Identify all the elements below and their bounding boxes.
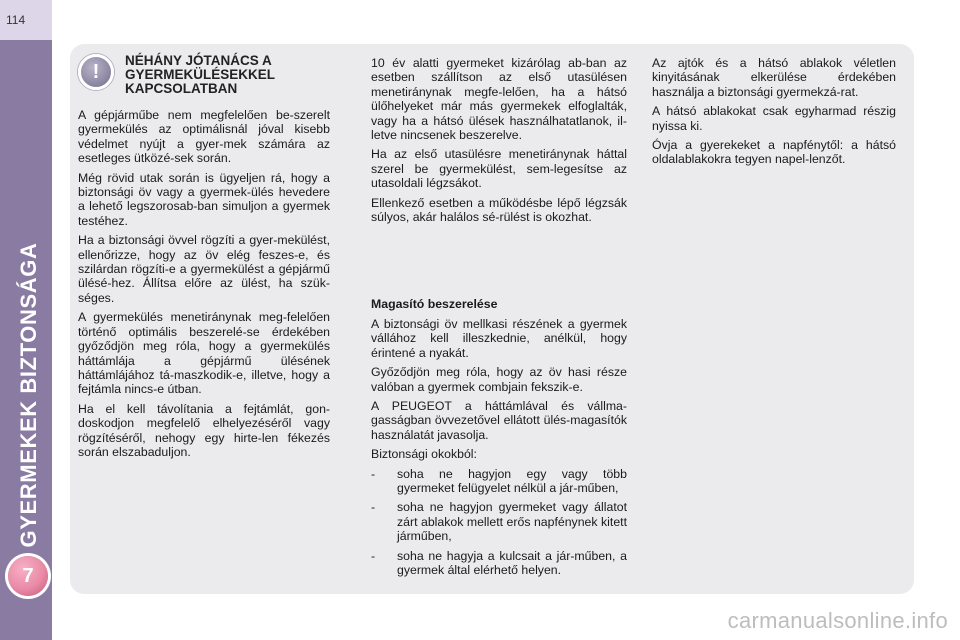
paragraph: Ellenkező esetben a működésbe lépő légzsák súlyos, akár halálos sé-rülést is okozhat. xyxy=(371,195,627,225)
list-item xyxy=(371,467,627,496)
paragraph: A gyermekülés menetiránynak meg-felelően történő optimális beszerelé-se érdekében győződjön meg róla, hogy a gyermekülés háttámlája a gépjármű ülésének háttámlájához tá-maszkodik-e, illetve, hogy a fejtámla nincs-e útban. xyxy=(78,310,330,397)
bullet-marker: - xyxy=(371,466,376,481)
spacer xyxy=(371,229,627,297)
paragraph: Ha a biztonsági övvel rögzíti a gyer-mekülést, ellenőrizze, hogy az öv elég feszes-e, és szilárdan rögzíti-e a gyermekülést a gépjármű ülésé-hez. Állítsa előre az ülést, ha szük-séges. xyxy=(78,233,330,305)
bullet-marker: - xyxy=(371,548,376,563)
list-item xyxy=(371,549,627,578)
section-heading: NÉHÁNY JÓTANÁCS A GYERMEKÜLÉSEKKEL KAPCSOLATBAN xyxy=(125,53,275,96)
list-item-text: soha ne hagyjon gyermeket vagy állatot zárt ablakok mellett erős napfénynek kitett járműben, xyxy=(397,500,627,544)
paragraph: A hátsó ablakokat csak egyharmad részig nyissa ki. xyxy=(652,104,896,133)
watermark: carmanualsonline.info xyxy=(727,608,948,633)
paragraph: Győződjön meg róla, hogy az öv hasi része valóban a gyermek combjain fekszik-e. xyxy=(371,365,627,394)
column-2 xyxy=(371,56,627,582)
page-number-box xyxy=(0,0,52,40)
paragraph: Ha el kell távolítania a fejtámlát, gon-doskodjon megfelelő elhelyezéséről vagy rögzítéséről, nehogy egy hirte-len fékezés során elszabaduljon. xyxy=(78,401,330,459)
paragraph: 10 év alatti gyermeket kizárólag ab-ban az esetben szállítson az első utasülésen menetiránynak megfe-lelően, ha a hátsó ülőhelyeket már más gyermekek elfoglalták, vagy ha a hátsó ülések használhatatlanok, il-letve nincsenek beszerelve. xyxy=(371,56,627,143)
warning-symbol: ! xyxy=(92,60,100,83)
paragraph: Az ajtók és a hátsó ablakok véletlen kinyitásának elkerülése érdekében használja a biztonsági gyermekzá-rat. xyxy=(652,56,896,99)
chapter-number: 7 xyxy=(22,564,34,587)
paragraph: Ha az első utasülésre menetiránynak háttal szerel be gyermekülést, sem-legesítse az utasoldali légzsákot. xyxy=(371,147,627,191)
chapter-number-badge xyxy=(8,556,48,596)
page-number: 114 xyxy=(6,13,26,27)
paragraph: Óvja a gyerekeket a napfénytől: a hátsó oldalablakokra tegyen napel-lenzőt. xyxy=(652,138,896,167)
paragraph: A PEUGEOT a háttámlával és vállma-gasságban övvezetővel ellátott ülés-magasítók használatát javasolja. xyxy=(371,398,627,442)
warning-icon xyxy=(78,54,114,90)
list-item-text: soha ne hagyja a kulcsait a jár-műben, a gyermek által elérhető helyen. xyxy=(397,548,627,577)
paragraph: Biztonsági okokból: xyxy=(371,447,477,462)
sidebar-chapter-title: GYERMEKEK BIZTONSÁGA xyxy=(16,242,41,548)
list-item-text: soha ne hagyjon egy vagy több gyermeket felügyelet nélkül a jár-műben, xyxy=(397,466,627,495)
paragraph: A gépjárműbe nem megfelelően be-szerelt gyermekülés az optimálisnál jóval kisebb védelmet nyújt a gyer-mek számára az esetleges ütközé-sek során. xyxy=(78,108,330,166)
column-3 xyxy=(652,56,896,172)
bullet-marker: - xyxy=(371,500,376,515)
column-1 xyxy=(78,108,330,464)
paragraph: A biztonsági öv mellkasi részének a gyermek vállához kell illeszkednie, anélkül, hogy érintené a nyakát. xyxy=(371,316,627,360)
subheading: Magasító beszerelése xyxy=(371,297,498,312)
paragraph: Még rövid utak során is ügyeljen rá, hogy a biztonsági öv vagy a gyermek-ülés hevedere a lehető legszorosab-ban simuljon a gyermek testéhez. xyxy=(78,170,330,228)
list-item xyxy=(371,500,627,543)
